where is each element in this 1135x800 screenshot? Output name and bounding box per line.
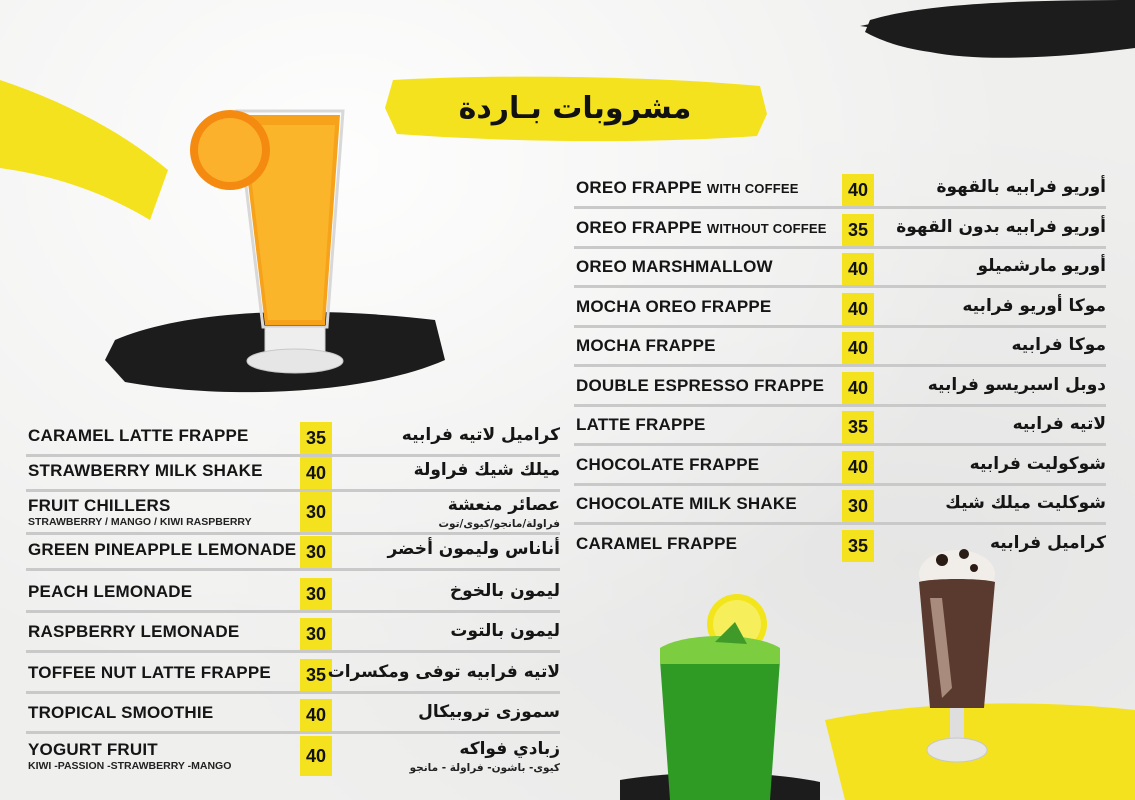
item-name-ar: لاتيه فرابيه <box>1012 414 1106 434</box>
list-item <box>574 174 1106 209</box>
item-name-en: CHOCOLATE MILK SHAKE <box>576 494 797 513</box>
list-item <box>26 492 560 535</box>
item-name-en <box>576 218 827 238</box>
page-title: مشروبات بـاردة <box>458 90 692 126</box>
item-name-en-main: OREO FRAPPE <box>576 178 702 197</box>
item-subtitle-en: STRAWBERRY / MANGO / KIWI RASPBERRY <box>28 516 252 528</box>
list-item <box>26 659 560 694</box>
price-badge: 40 <box>842 451 874 483</box>
item-name-en: TOFFEE NUT LATTE FRAPPE <box>28 663 271 682</box>
item-subtitle-ar: فراولة/مانجو/كيوى/توت <box>438 518 560 530</box>
item-name-ar: ليمون بالتوت <box>450 621 560 641</box>
price-badge: 30 <box>300 618 332 650</box>
item-name-en: OREO MARSHMALLOW <box>576 257 773 276</box>
item-name-en: YOGURT FRUIT <box>28 740 158 759</box>
price-badge: 40 <box>842 253 874 285</box>
item-subtitle-en: KIWI -PASSION -STRAWBERRY -MANGO <box>28 760 232 772</box>
list-item <box>574 490 1106 525</box>
list-item <box>574 530 1106 562</box>
list-item <box>574 293 1106 328</box>
item-name-en: FRUIT CHILLERS <box>28 496 171 515</box>
item-subtitle-ar: كيوى- باشون- فراولة - مانجو <box>409 762 560 774</box>
left-yellow-brush <box>0 80 170 220</box>
price-badge: 40 <box>842 332 874 364</box>
item-name-ar: أوريو فرابيه بدون القهوة <box>896 217 1106 237</box>
chocolate-milkshake-illustration <box>912 538 1002 770</box>
list-item <box>26 736 560 776</box>
price-badge: 35 <box>842 214 874 246</box>
item-name-ar: أوريو فرابيه بالقهوة <box>936 177 1106 197</box>
item-name-ar: ميلك شيك فراولة <box>413 460 560 480</box>
left-menu-list <box>26 422 560 782</box>
item-name-ar: موكا أوريو فرابيه <box>962 296 1106 316</box>
item-name-ar: موكا فرابيه <box>1011 335 1106 355</box>
price-badge: 35 <box>300 422 332 454</box>
item-name-ar: دوبل اسبريسو فرابيه <box>927 375 1106 395</box>
price-badge: 40 <box>300 457 332 489</box>
item-name-ar: كراميل لاتيه فرابيه <box>401 425 560 445</box>
item-name-en-modifier: WITHOUT COFFEE <box>706 221 827 236</box>
item-name-en: CARAMEL LATTE FRAPPE <box>28 426 249 445</box>
list-item <box>26 578 560 613</box>
item-name-ar: شوكوليت فرابيه <box>969 454 1106 474</box>
top-right-black-brush <box>860 0 1135 62</box>
item-name-ar: شوكليت ميلك شيك <box>945 493 1106 513</box>
item-name-en: MOCHA OREO FRAPPE <box>576 297 772 316</box>
orange-juice-glass-illustration <box>185 95 355 380</box>
item-name-en: CHOCOLATE FRAPPE <box>576 455 760 474</box>
list-item <box>26 618 560 653</box>
item-name-en-modifier: WITH COFFEE <box>706 181 799 196</box>
price-badge: 40 <box>842 372 874 404</box>
list-item <box>574 372 1106 407</box>
item-name-ar: سموزى تروبيكال <box>418 702 560 722</box>
item-name-en: LATTE FRAPPE <box>576 415 706 434</box>
item-name-en <box>576 178 799 198</box>
price-badge: 40 <box>842 293 874 325</box>
item-name-ar: زبادي فواكه <box>459 739 560 759</box>
price-badge: 35 <box>300 659 332 691</box>
item-name-en: PEACH LEMONADE <box>28 582 193 601</box>
list-item <box>574 214 1106 249</box>
price-badge: 35 <box>842 530 874 562</box>
price-badge: 30 <box>300 536 332 568</box>
price-badge: 30 <box>300 492 332 532</box>
right-menu-list <box>574 174 1106 564</box>
item-name-en: RASPBERRY LEMONADE <box>28 622 240 641</box>
list-item <box>574 332 1106 367</box>
list-item <box>574 451 1106 486</box>
list-item <box>26 699 560 734</box>
item-name-ar: عصائر منعشة <box>447 495 560 515</box>
list-item <box>26 457 560 492</box>
price-badge: 40 <box>300 699 332 731</box>
green-lemonade-illustration <box>655 592 785 800</box>
item-name-ar: أناناس وليمون أخضر <box>387 539 560 559</box>
list-item <box>574 253 1106 288</box>
list-item <box>26 536 560 571</box>
price-badge: 40 <box>300 736 332 776</box>
price-badge: 30 <box>842 490 874 522</box>
list-item <box>26 422 560 457</box>
price-badge: 35 <box>842 411 874 443</box>
item-name-en: DOUBLE ESPRESSO FRAPPE <box>576 376 825 395</box>
price-badge: 40 <box>842 174 874 206</box>
item-name-ar: أوريو مارشميلو <box>977 256 1106 276</box>
item-name-en-main: OREO FRAPPE <box>576 218 702 237</box>
price-badge: 30 <box>300 578 332 610</box>
list-item <box>574 411 1106 446</box>
item-name-ar: لاتيه فرابيه توفى ومكسرات <box>327 662 560 682</box>
item-name-en: TROPICAL SMOOTHIE <box>28 703 214 722</box>
item-name-en: GREEN PINEAPPLE LEMONADE <box>28 540 297 559</box>
item-name-en: STRAWBERRY MILK SHAKE <box>28 461 263 480</box>
item-name-en: CARAMEL FRAPPE <box>576 534 738 553</box>
item-name-en: MOCHA FRAPPE <box>576 336 716 355</box>
item-name-ar: كراميل فرابيه <box>989 533 1106 553</box>
item-name-ar: ليمون بالخوخ <box>449 581 560 601</box>
